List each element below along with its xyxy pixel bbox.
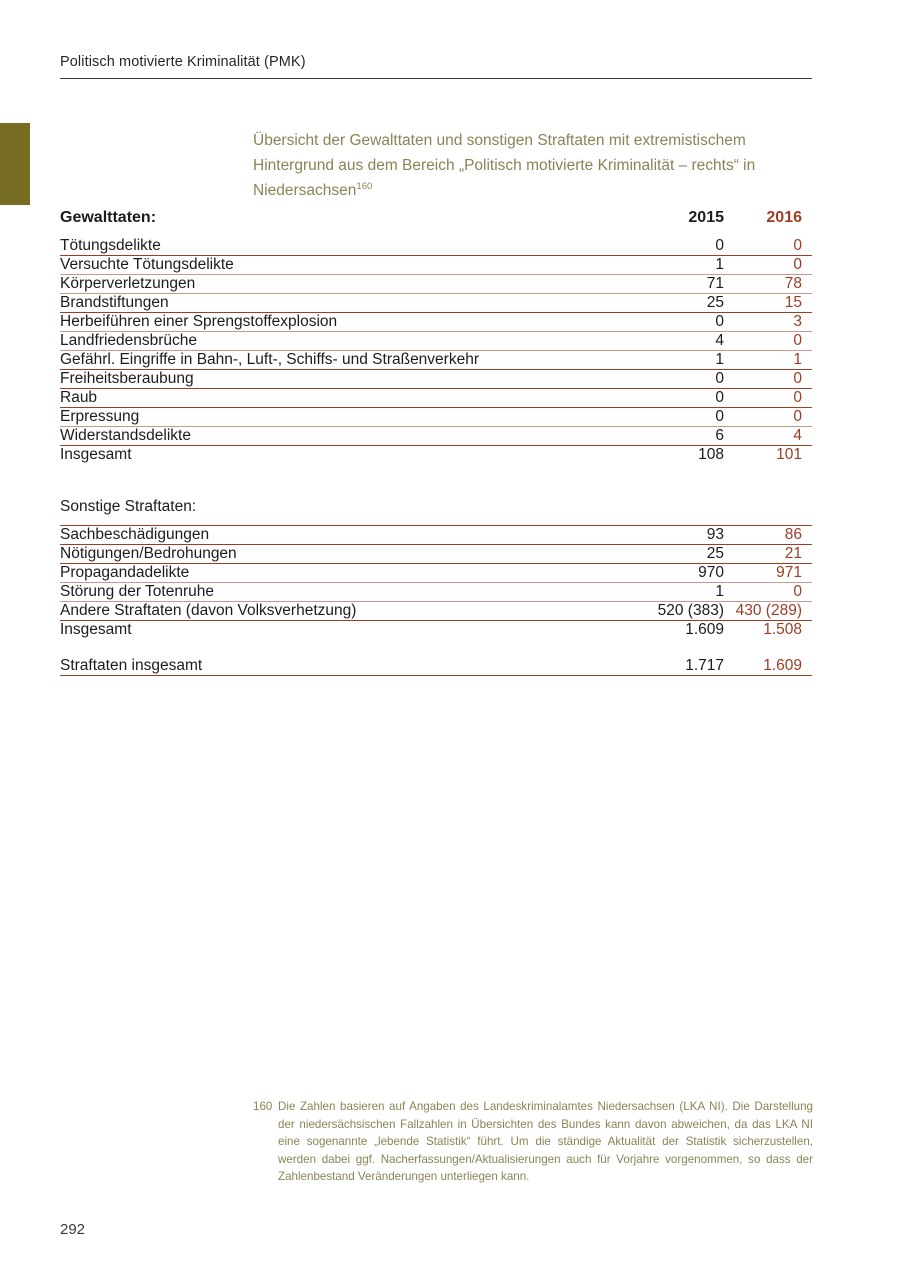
table-row: [60, 237, 812, 256]
row-label: Gefährl. Eingriffe in Bahn-, Luft-, Schiffs- und Straßenverkehr: [60, 351, 620, 370]
column-header-2015: 2015: [688, 209, 724, 226]
page-number: 292: [60, 1221, 86, 1238]
row-value-2015: 970: [620, 564, 724, 583]
table-row: [60, 583, 812, 602]
row-label: Tötungsdelikte: [60, 237, 620, 256]
row-value-2015: 0: [620, 237, 724, 256]
row-value-2015: 0: [620, 370, 724, 389]
subsection-spacer-2016: [724, 498, 812, 526]
row-label: Sachbeschädigungen: [60, 526, 620, 545]
row-value-2016: 21: [724, 545, 812, 564]
row-value-2016: 1: [724, 351, 812, 370]
row-value-2016: 430 (289): [724, 602, 812, 621]
row-value-2015: 93: [620, 526, 724, 545]
row-value-2015: 108: [698, 446, 724, 463]
table-row: [60, 313, 812, 332]
row-value-2015: 6: [620, 427, 724, 446]
subsection-spacer-2015: [620, 498, 724, 526]
row-value-2016: 15: [724, 294, 812, 313]
row-label: Insgesamt: [60, 621, 132, 638]
row-value-2015: 0: [620, 389, 724, 408]
table-row: [60, 564, 812, 583]
row-label: Raub: [60, 389, 620, 408]
row-value-2015: 25: [620, 545, 724, 564]
row-value-2015: 520 (383): [620, 602, 724, 621]
footnote-number: 160: [253, 1100, 273, 1113]
row-value-2015: 0: [620, 313, 724, 332]
row-value-2016: 0: [724, 256, 812, 275]
row-value-2016: 0: [724, 389, 812, 408]
table-row-grand-total: [60, 657, 812, 676]
row-value-2015: 1: [620, 351, 724, 370]
row-value-2015: 0: [620, 408, 724, 427]
chapter-margin-tab: [0, 123, 30, 205]
pmk-statistics-table: [60, 207, 812, 676]
table-row: [60, 602, 812, 621]
row-value-2016: 78: [724, 275, 812, 294]
row-label: Störung der Totenruhe: [60, 583, 620, 602]
row-label: Brandstiftungen: [60, 294, 620, 313]
row-label: Andere Straftaten (davon Volksverhetzung): [60, 602, 620, 621]
row-label: Herbeiführen einer Sprengstoffexplosion: [60, 313, 620, 332]
row-value-2016: 0: [724, 408, 812, 427]
running-head: [60, 54, 812, 79]
row-value-2015: 1.717: [620, 657, 724, 676]
row-value-2016: 0: [724, 237, 812, 256]
footnote: [253, 1098, 813, 1186]
row-value-2015: 4: [620, 332, 724, 351]
table-row: [60, 294, 812, 313]
row-value-2016: 1.609: [724, 657, 812, 676]
table-row: [60, 526, 812, 545]
table-caption-text: Übersicht der Gewalttaten und sonstigen Straftaten mit extremistischem Hintergrund aus dem Bereich „Politisch motivierte Kriminalität – rechts“ in Niedersachsen: [253, 132, 756, 200]
row-value-2016: 3: [724, 313, 812, 332]
row-value-2015: 1: [620, 583, 724, 602]
footnote-text: Die Zahlen basieren auf Angaben des Landeskriminalamtes Niedersachsen (LKA NI). Die Darstellung der niedersächsischen Fallzahlen in Übersichten des Bundes kann davon abweichen, da das LKA NI eine sogenannte „lebende Statistik“ führt. Um die ständige Aktualität der Statistik sicherzustellen, werden dabei ggf. Nacherfassungen/Aktualisierungen auch für Vorjahre vorgenommen, so dass der Zahlenbestand Veränderungen unterliegen kann.: [278, 1100, 813, 1184]
row-label: Erpressung: [60, 408, 620, 427]
running-head-rule: [60, 78, 812, 79]
row-value-2016: 1.508: [763, 621, 802, 638]
row-value-2015: 71: [620, 275, 724, 294]
row-value-2015: 1.609: [685, 621, 724, 638]
table-row: [60, 256, 812, 275]
row-label: Freiheitsberaubung: [60, 370, 620, 389]
row-value-2015: 25: [620, 294, 724, 313]
table-row: [60, 275, 812, 294]
column-header-2016: 2016: [766, 209, 802, 226]
row-value-2016: 4: [724, 427, 812, 446]
row-label: Straftaten insgesamt: [60, 657, 620, 676]
table-row-total: [60, 621, 812, 640]
row-value-2016: 86: [724, 526, 812, 545]
row-value-2016: 0: [724, 370, 812, 389]
table-row: [60, 545, 812, 564]
table-row: [60, 332, 812, 351]
row-label: Insgesamt: [60, 446, 132, 463]
table-row-total: [60, 446, 812, 465]
table-caption-footnote-marker: 160: [356, 181, 373, 193]
row-value-2016: 0: [724, 332, 812, 351]
row-label: Propagandadelikte: [60, 564, 620, 583]
row-label: Körperverletzungen: [60, 275, 620, 294]
column-header-category: Gewalttaten:: [60, 209, 157, 226]
table-row: [60, 408, 812, 427]
table-row: [60, 370, 812, 389]
row-label: Versuchte Tötungsdelikte: [60, 256, 620, 275]
row-value-2015: 1: [620, 256, 724, 275]
table-header-row: [60, 207, 812, 237]
table-caption: [253, 128, 813, 203]
row-value-2016: 101: [776, 446, 802, 463]
running-head-text: Politisch motivierte Kriminalität (PMK): [60, 54, 306, 70]
table-section-spacer: [60, 464, 812, 498]
row-value-2016: 0: [724, 583, 812, 602]
row-label: Widerstandsdelikte: [60, 427, 620, 446]
table-row: [60, 427, 812, 446]
table-subsection-header-row: [60, 498, 812, 526]
row-label: Landfriedensbrüche: [60, 332, 620, 351]
row-value-2016: 971: [724, 564, 812, 583]
table-row: [60, 351, 812, 370]
subsection-heading: Sonstige Straftaten:: [60, 498, 620, 526]
table-row: [60, 389, 812, 408]
row-label: Nötigungen/Bedrohungen: [60, 545, 620, 564]
table-grandtotal-spacer: [60, 639, 812, 657]
